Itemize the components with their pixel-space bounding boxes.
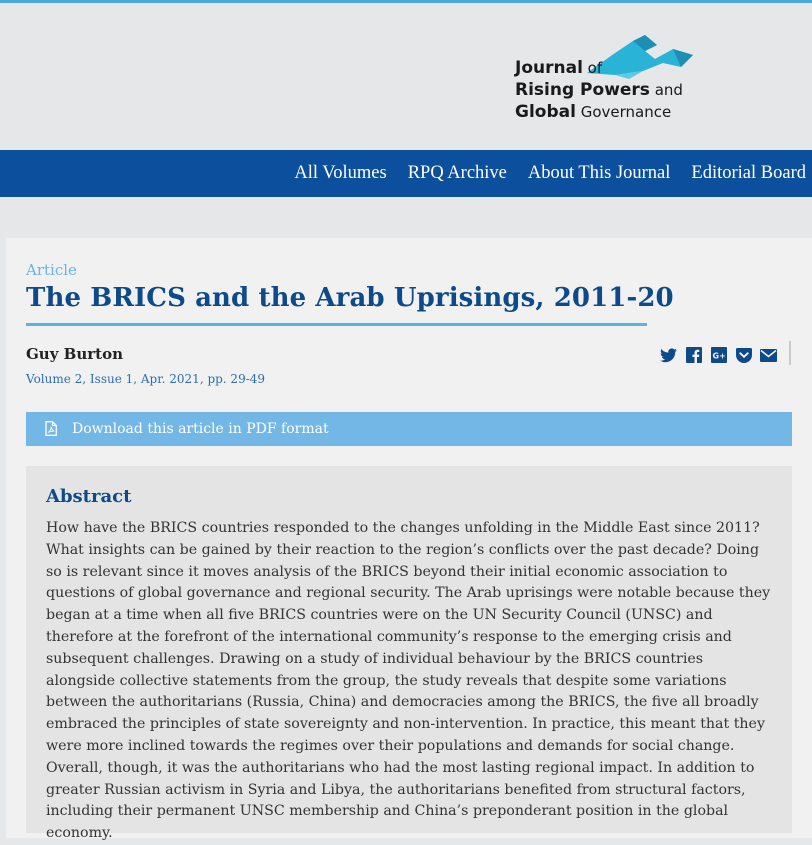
abstract-heading: Abstract [46,486,132,507]
logo-word-journal: Journal [515,58,583,78]
main-nav [0,150,812,197]
share-icons [660,344,785,366]
nav-about-journal[interactable]: About This Journal [527,163,671,183]
twitter-icon[interactable] [660,347,677,364]
email-icon[interactable] [760,347,777,364]
download-pdf-label: Download this article in PDF format [72,421,329,437]
logo-word-and: and [649,81,683,99]
logo-word-of: of [582,59,603,77]
article-title: The BRICS and the Arab Uprisings, 2011-20 [26,283,674,313]
logo-word-governance: Governance [575,103,672,121]
journal-logo[interactable] [515,33,705,123]
download-pdf-button[interactable] [26,412,792,446]
svg-text:G+: G+ [712,351,726,361]
title-underline [26,323,647,326]
logo-word-rising-powers: Rising Powers [515,80,650,100]
article-citation[interactable]: Volume 2, Issue 1, Apr. 2021, pp. 29-49 [26,372,266,386]
facebook-icon[interactable] [685,347,702,364]
logo-wordmark [515,57,683,123]
google-plus-icon[interactable] [710,347,727,364]
site-header [0,3,812,150]
nav-items [273,150,806,197]
abstract-body: How have the BRICS countries responded to the changes unfolding in the Middle East since 2011? What insights can be gained by their reaction to the region’s conflicts over the past decade? Doing so is relevant since it moves analysis of the BRICS beyond their initial economic association to questions of global governance and regional security. The Arab uprisings were notable because they began at a time when all five BRICS countries were on the UN Security Council (UNSC) and therefore at the forefront of the international community’s response to the emerging crisis and subsequent challenges. Drawing on a study of individual behaviour by the BRICS countries alongside collective statements from the group, the study reveals that despite some variations between the authoritarians (Russia, China) and democracies among the BRICS, the five all broadly embraced the principles of state sovereignty and non-intervention. In practice, this meant that they were more inclined towards the regimes over their populations and demands for social change. Overall, though, it was the authoritarians who had the most lasting regional impact. In addition to greater Russian activism in Syria and Libya, the authoritarians benefited from structural factors, including their permanent UNSC membership and China’s preponderant position in the global economy. [46,520,771,842]
pocket-icon[interactable] [735,347,752,364]
abstract-section [26,466,792,842]
nav-all-volumes[interactable]: All Volumes [294,163,387,183]
share-divider [789,341,791,365]
article-author[interactable]: Guy Burton [26,345,123,363]
pdf-file-icon [45,421,57,436]
nav-editorial-board[interactable]: Editorial Board [691,163,806,183]
article-kicker: Article [26,261,77,279]
nav-rpq-archive[interactable]: RPQ Archive [407,163,507,183]
logo-word-global: Global [515,102,576,122]
